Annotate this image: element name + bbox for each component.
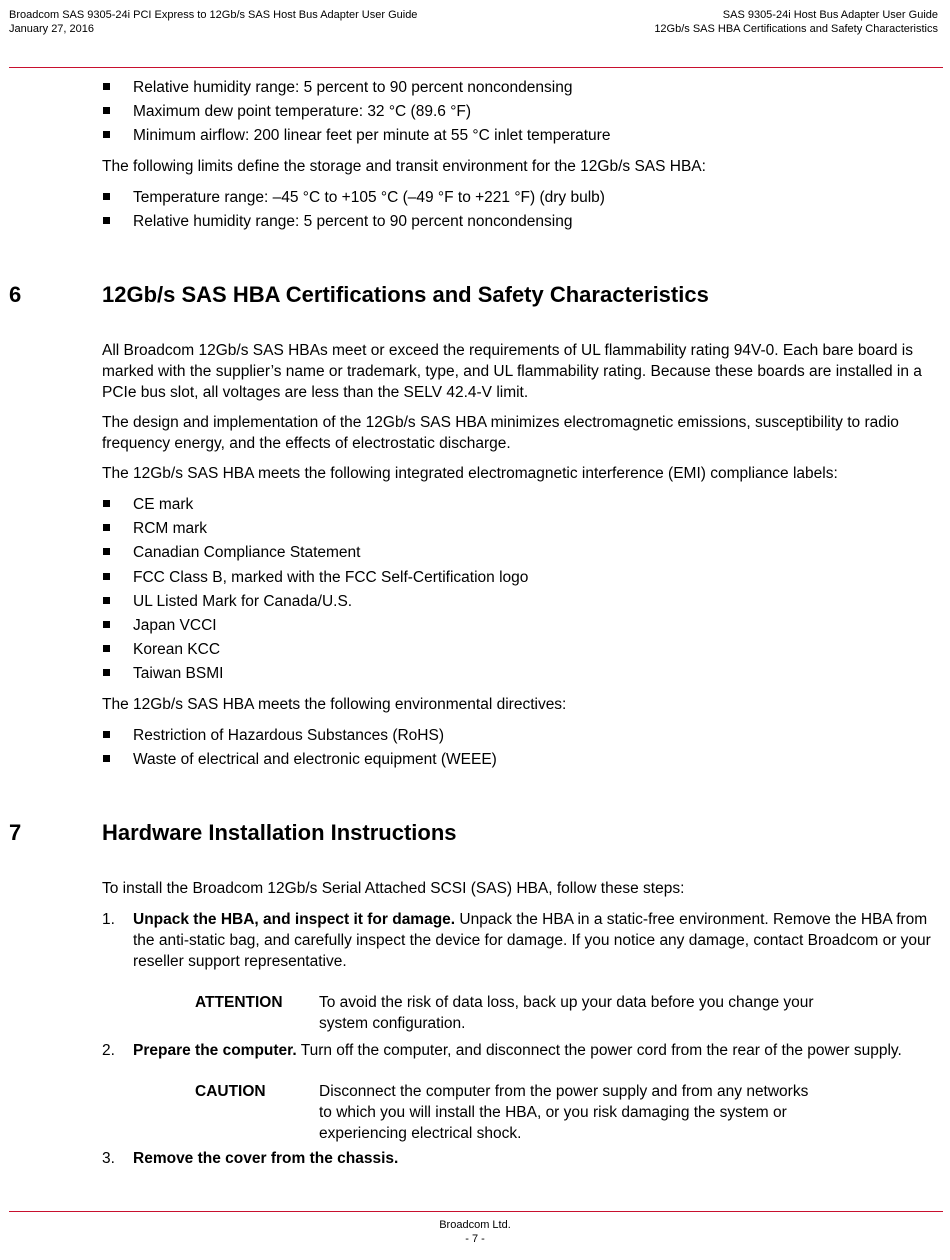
list-item: Maximum dew point temperature: 32 °C (89.6 °F) xyxy=(102,101,942,125)
list-item: Korean KCC xyxy=(102,639,942,663)
section-title: Hardware Installation Instructions xyxy=(102,820,457,845)
environment-continuation xyxy=(102,77,942,235)
install-step-3 xyxy=(102,1148,942,1169)
step-text: Turn off the computer, and disconnect the power cord from the rear of the power supply. xyxy=(296,1042,902,1059)
list-item: Relative humidity range: 5 percent to 90 percent noncondensing xyxy=(102,211,942,235)
step-number: 3. xyxy=(102,1150,115,1167)
emi-intro: The 12Gb/s SAS HBA meets the following integrated electromagnetic interference (EMI) compliance labels: xyxy=(102,465,838,482)
attention-text: To avoid the risk of data loss, back up your data before you change your system configuration. xyxy=(319,994,814,1032)
bullet-square-icon xyxy=(103,107,110,114)
step-number: 2. xyxy=(102,1042,115,1059)
step-title: Remove the cover from the chassis. xyxy=(133,1150,399,1167)
install-intro: To install the Broadcom 12Gb/s Serial Attached SCSI (SAS) HBA, follow these steps: xyxy=(102,880,685,897)
list-item: Taiwan BSMI xyxy=(102,663,942,687)
header-guide-title: SAS 9305-24i Host Bus Adapter User Guide xyxy=(722,9,938,21)
attention-label: ATTENTION xyxy=(195,994,283,1011)
step-item xyxy=(102,1148,942,1169)
step-item xyxy=(102,909,942,972)
list-item: Minimum airflow: 200 linear feet per minute at 55 °C inlet temperature xyxy=(102,125,942,149)
operating-env-list xyxy=(102,77,942,150)
bullet-square-icon xyxy=(103,548,110,555)
list-item: FCC Class B, marked with the FCC Self-Certification logo xyxy=(102,567,942,591)
flammability-paragraph: All Broadcom 12Gb/s SAS HBAs meet or exceed the requirements of UL flammability rating 94V-0. Each bare board is marked with the supplier’s name or trademark, type, and UL flammability rating. Because these boards are installed in a PCIe bus slot, all voltages are less than the SELV 42.4-V limit. xyxy=(102,342,922,401)
list-item: Relative humidity range: 5 percent to 90 percent noncondensing xyxy=(102,77,942,101)
bullet-square-icon xyxy=(103,193,110,200)
list-item: Japan VCCI xyxy=(102,615,942,639)
install-step-1 xyxy=(102,909,942,972)
running-header-right xyxy=(654,8,938,36)
directives-list xyxy=(102,725,942,773)
directives-intro: The 12Gb/s SAS HBA meets the following environmental directives: xyxy=(102,695,567,713)
step-title: Unpack the HBA, and inspect it for damage. xyxy=(133,911,456,928)
bullet-square-icon xyxy=(103,731,110,738)
storage-intro: The following limits define the storage and transit environment for the 12Gb/s SAS HBA: xyxy=(102,157,706,175)
header-date: January 27, 2016 xyxy=(9,23,95,35)
page-footer xyxy=(0,1218,950,1246)
bullet-square-icon xyxy=(103,500,110,507)
section-7-intro xyxy=(102,878,942,899)
step-item xyxy=(102,1040,942,1061)
bullet-square-icon xyxy=(103,621,110,628)
bullet-square-icon xyxy=(103,217,110,224)
footer-rule xyxy=(9,1211,943,1212)
caution-text: Disconnect the computer from the power supply and from any networks to which you will install the HBA, or you risk damaging the system or experiencing electrical shock. xyxy=(319,1083,809,1142)
page-number: - 7 - xyxy=(465,1233,485,1245)
bullet-square-icon xyxy=(103,131,110,138)
section-number: 6 xyxy=(9,282,22,307)
bullet-square-icon xyxy=(103,669,110,676)
list-item: Restriction of Hazardous Substances (RoHS) xyxy=(102,725,942,749)
bullet-square-icon xyxy=(103,573,110,580)
section-6-body xyxy=(102,340,942,773)
header-rule xyxy=(9,67,943,68)
storage-env-list xyxy=(102,187,942,235)
list-item: CE mark xyxy=(102,494,942,518)
list-item: UL Listed Mark for Canada/U.S. xyxy=(102,591,942,615)
list-item: Canadian Compliance Statement xyxy=(102,542,942,566)
bullet-square-icon xyxy=(103,645,110,652)
step-text: Unpack the HBA in a static-free environment. Remove the HBA from the anti-static bag, and carefully inspect the device for damage. If you notice any damage, contact Broadcom or your reseller support representative. xyxy=(133,911,931,970)
bullet-square-icon xyxy=(103,524,110,531)
step-number: 1. xyxy=(102,911,115,928)
emi-labels-list xyxy=(102,494,942,688)
list-item: RCM mark xyxy=(102,518,942,542)
list-item: Waste of electrical and electronic equipment (WEEE) xyxy=(102,749,942,773)
header-doc-title: Broadcom SAS 9305-24i PCI Express to 12Gb/s SAS Host Bus Adapter User Guide xyxy=(9,9,418,21)
caution-label: CAUTION xyxy=(195,1083,266,1100)
header-section-title: 12Gb/s SAS HBA Certifications and Safety Characteristics xyxy=(654,23,938,35)
emissions-paragraph: The design and implementation of the 12Gb/s SAS HBA minimizes electromagnetic emissions, susceptibility to radio frequency energy, and the effects of electrostatic discharge. xyxy=(102,414,899,452)
list-item: Temperature range: –45 °C to +105 °C (–49 °F to +221 °F) (dry bulb) xyxy=(102,187,942,211)
section-number: 7 xyxy=(9,820,22,845)
section-title: 12Gb/s SAS HBA Certifications and Safety Characteristics xyxy=(102,282,709,307)
running-header-left xyxy=(9,8,417,36)
step-title: Prepare the computer. xyxy=(133,1042,297,1059)
bullet-square-icon xyxy=(103,83,110,90)
install-step-2 xyxy=(102,1040,942,1061)
bullet-square-icon xyxy=(103,755,110,762)
bullet-square-icon xyxy=(103,597,110,604)
footer-company: Broadcom Ltd. xyxy=(439,1219,511,1231)
